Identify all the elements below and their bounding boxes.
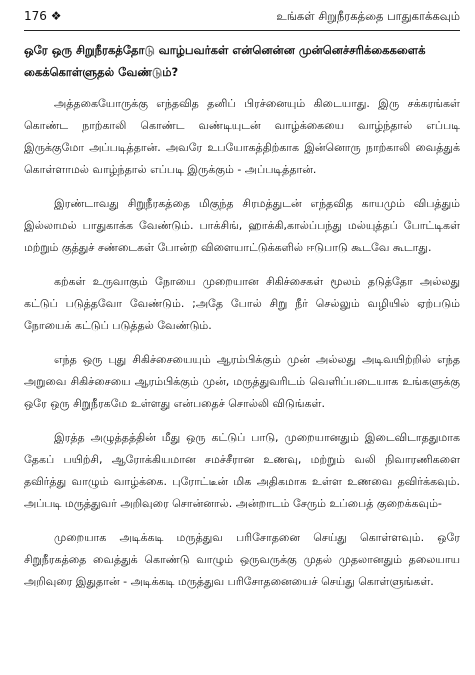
paragraph-1: அத்தகையோருக்கு எந்தவித தனிப் பிரச்னையும் கிடையாது. இரு சக்கரங்கள் கொண்ட நாற்காலி கொண்ட வண்டியுடன் வாழ்க்கையை வாழ்ந்தால் எப்படி இருக்குமோ அப்படித்தான். அவரே உபயோகத்திற்காக இன்னொரு நாற்காலி வைத்துக் கொள்ளாமல் வாழ்ந்தால் எப்படி இருக்கும் - அப்படித்தான். [24,97,460,176]
paragraph-3: கற்கள் உருவாகும் நோயை முறையான சிகிச்சைகள் மூலம் தடுத்தோ அல்லது கட்டுப் படுத்தவோ வேண்டும். ;அதே போல் சிறு நீர் செல்லும் வழியில் ஏற்படும் நோயைக் கட்டுப் படுத்தல் வேண்டும். [24,275,460,332]
paragraph-4: எந்த ஒரு புது சிகிச்சையையும் ஆரம்பிக்கும் முன் அல்லது அடிவயிற்றில் எந்த அறுவை சிகிச்சையை ஆரம்பிக்கும் முன், மருத்துவரிடம் வெளிப்படையாக உங்களுக்கு ஒரே ஒரு சிறுநீரகமே உள்ளது என்பதைச் சொல்லி விடுங்கள். [24,353,460,410]
paragraph-2: இரண்டாவது சிறுநீரகத்தை மிகுந்த சிரமத்துடன் எந்தவித காயமும் விபத்தும் இல்லாமல் பாதுகாக்க வேண்டும். பாக்சிங், ஹாக்கி,கால்ப்பந்து மல்யுத்தப் போட்டிகள் மற்றும் குத்துச் சண்டைகள் போன்ற விளையாட்டுக்களில் ஈடுபாடு கூடவே கூடாது. [24,197,460,254]
paragraph-5: இரத்த அழுத்தத்தின் மீது ஒரு கட்டுப் பாடு, முறையானதும் இடைவிடாததுமாக தேகப் பயிற்சி, ஆரோக்கியமான சமச்சீரான உணவு, மற்றும் வலி நிவாரணிகளை தவிர்த்து வாழும் வாழ்க்கை. புரோட்டீன் மிக அதிகமாக உள்ள உணவை தவிர்க்கவும். அப்படி மருத்துவர் அறிவுரை சொன்னால். அன்றாடம் சேரும் உப்பைத் குறைக்கவும்- [24,431,460,510]
page-header [24,0,460,31]
running-title: உங்கள் சிறுநீரகத்தை பாதுகாக்கவும் [276,9,460,23]
section-question-heading: ஒரே ஒரு சிறுநீரகத்தோடு வாழ்பவர்கள் என்னென்ன முன்னெச்சரிக்கைகளைக் கைக்கொள்ளுதல் வேண்டும்? [24,43,426,79]
book-page [24,0,460,675]
page-number: 176 ❖ [24,9,62,23]
paragraph-6: முறையாக அடிக்கடி மருத்துவ பரிசோதனை செய்து கொள்ளவும். ஒரே சிறுநீரகத்தை வைத்துக் கொண்டு வாழும் ஒருவருக்கு முதல் முதலானதும் தலையாய அறிவுரை இதுதான் - அடிக்கடி மருத்துவ பரிசோதனையைச் செய்து கொள்ளுங்கள். [24,531,460,588]
